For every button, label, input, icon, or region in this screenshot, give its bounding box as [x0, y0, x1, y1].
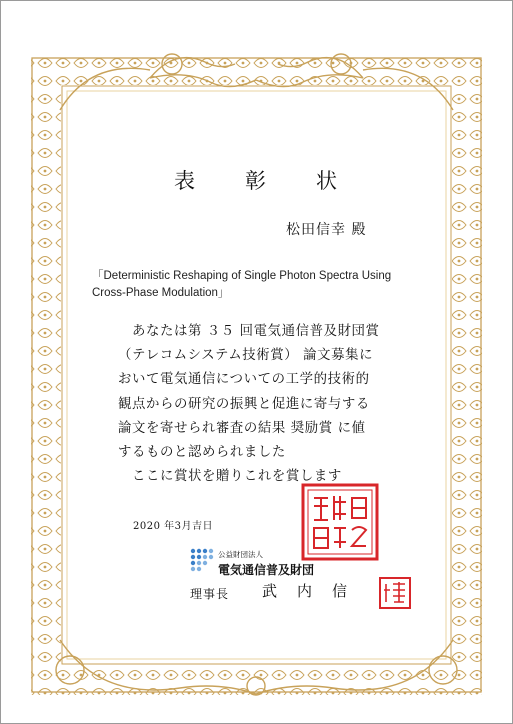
foundation-logo-icon	[190, 548, 218, 576]
award-body-text	[118, 320, 408, 489]
body-line: 論文を寄せられ審査の結果 奨励賞 に値	[118, 420, 366, 436]
signer-name-char: 信	[332, 582, 348, 600]
body-line: するものと認められました	[118, 445, 286, 461]
body-line: 観点からの研究の振興と促進に寄与する	[118, 396, 370, 412]
paper-title: 「Deterministic Reshaping of Single Photon Spectra Using Cross-Phase Modulation」	[92, 270, 392, 299]
title-char: 表	[174, 169, 197, 193]
body-line: おいて電気通信についての工学的技術的	[118, 372, 370, 388]
title-char: 彰	[245, 169, 268, 193]
certificate-title	[0, 165, 513, 195]
signer-name-char: 武	[262, 582, 278, 600]
signer-title: 理事長	[190, 587, 230, 601]
official-seal-icon	[300, 482, 380, 562]
org-type-label: 公益財団法人	[218, 550, 263, 559]
title-char: 状	[316, 169, 339, 193]
body-line: あなたは第 ３５ 回電気通信普及財団賞	[118, 324, 380, 339]
recipient-name: 松田信幸 殿	[286, 222, 367, 238]
signer-name	[262, 580, 367, 601]
body-line: ここに賞状を贈りこれを賞します	[118, 469, 342, 485]
issue-date: 2020 年3月吉日	[133, 521, 213, 532]
org-name: 電気通信普及財団	[218, 563, 315, 577]
body-line: （テレコムシステム技術賞） 論文募集に	[118, 348, 374, 364]
personal-seal-icon	[378, 576, 412, 610]
signer-name-char: 内	[297, 582, 313, 600]
